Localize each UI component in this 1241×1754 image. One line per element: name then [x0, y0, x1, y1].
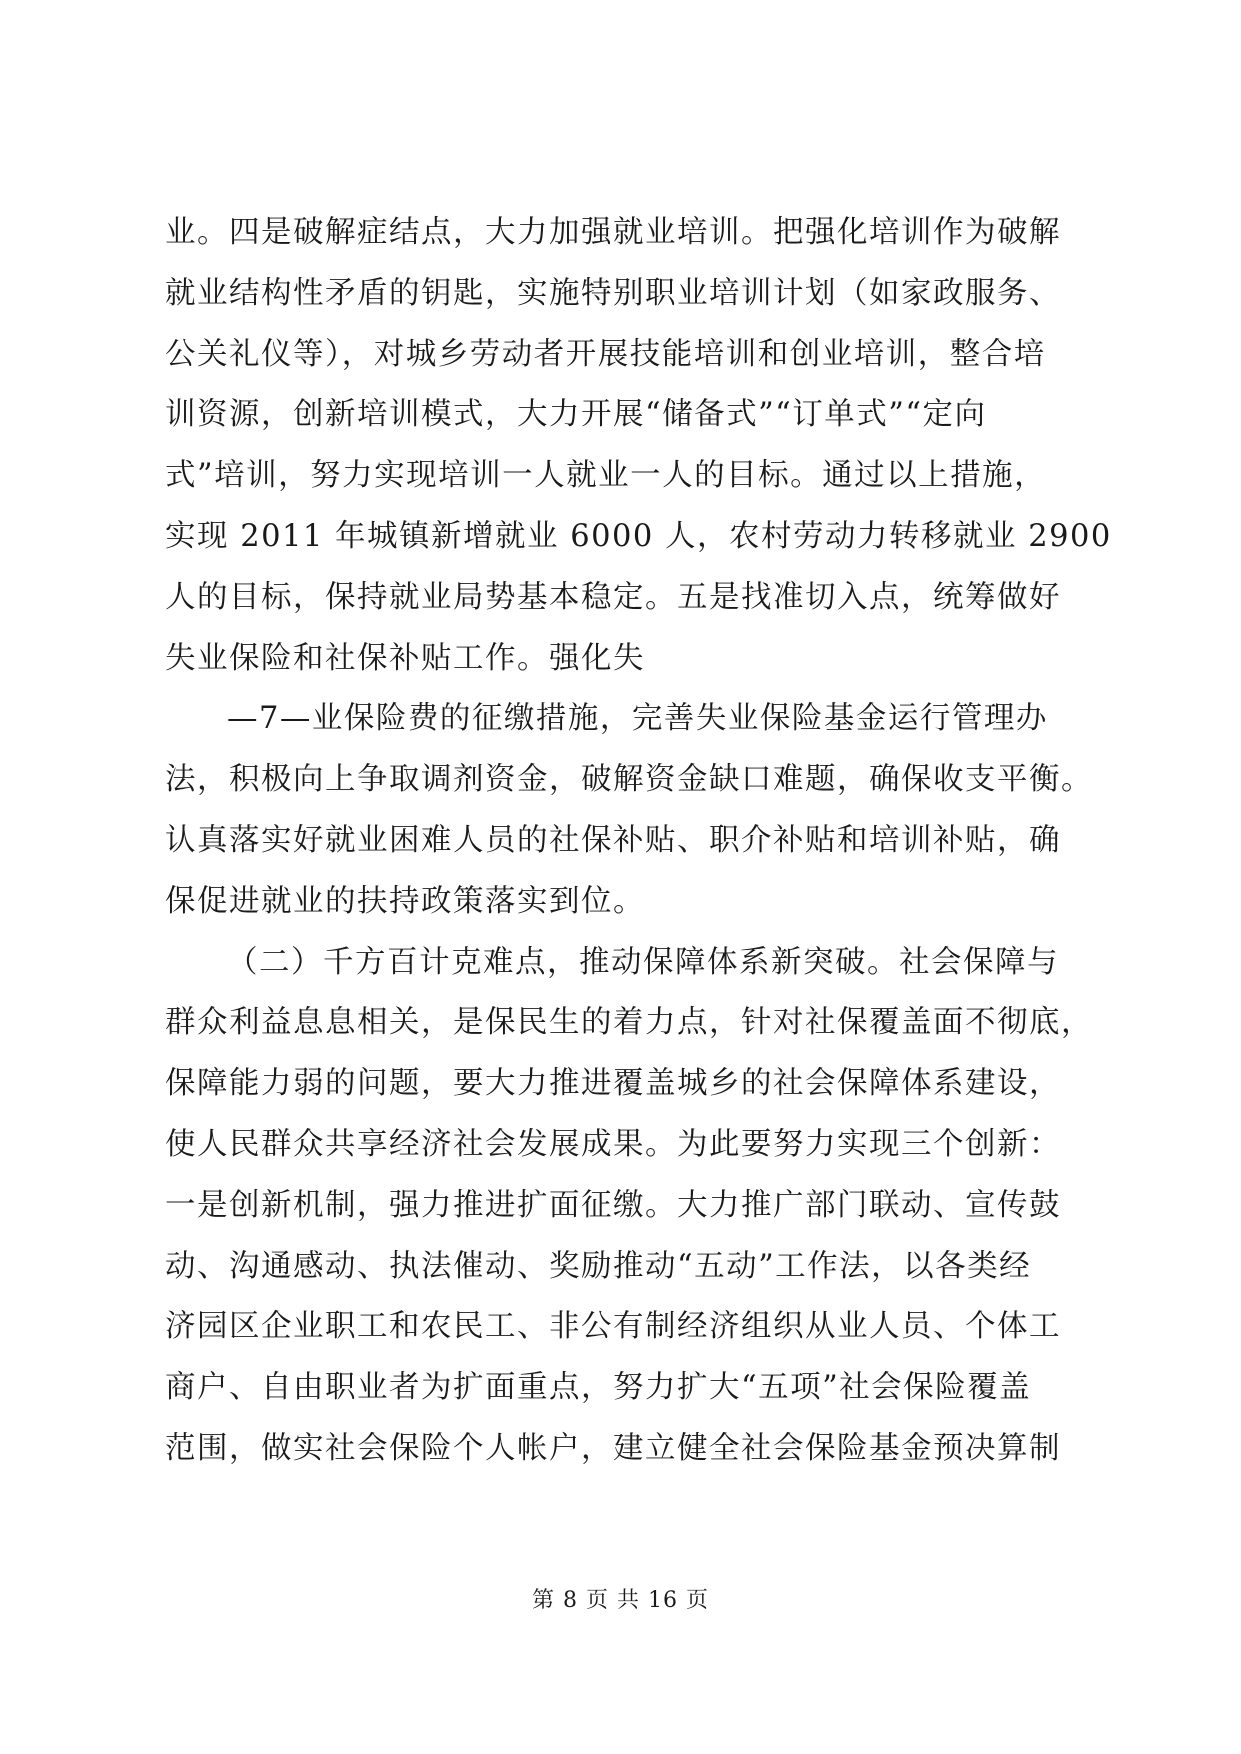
text-line: 公关礼仪等），对城乡劳动者开展技能培训和创业培训，整合培 [165, 336, 1046, 372]
text-line: （二）千方百计克难点，推动保障体系新突破。社会保障与 [227, 944, 1059, 980]
text-line: 训资源，创新培训模式，大力开展“储备式”“订单式”“定向 [165, 397, 987, 433]
text-line: 使人民群众共享经济社会发展成果。为此要努力实现三个创新： [165, 1126, 1061, 1162]
text-line: 一是创新机制，强力推进扩面征缴。大力推广部门联动、宣传鼓 [165, 1187, 1061, 1223]
text-line: 法，积极向上争取调剂资金，破解资金缺口难题，确保收支平衡。 [165, 762, 1093, 798]
text-line: 济园区企业职工和农民工、非公有制经济组织从业人员、个体工 [165, 1309, 1061, 1345]
text-line: 范围，做实社会保险个人帐户，建立健全社会保险基金预决算制 [165, 1430, 1061, 1466]
text-line: 人的目标，保持就业局势基本稳定。五是找准切入点，统筹做好 [165, 579, 1061, 615]
page-footer: 第 8 页 共 16 页 [532, 1588, 709, 1613]
text-line: 群众利益息息相关，是保民生的着力点，针对社保覆盖面不彻底， [165, 1005, 1093, 1041]
text-line: 就业结构性矛盾的钥匙，实施特别职业培训计划（如家政服务、 [165, 275, 1061, 311]
text-line: 商户、自由职业者为扩面重点，努力扩大“五项”社会保险覆盖 [165, 1370, 1032, 1406]
text-line: —7—业保险费的征缴措施，完善失业保险基金运行管理办 [227, 701, 1048, 737]
body-text [165, 203, 1112, 1480]
text-line: 式”培训，努力实现培训一人就业一人的目标。通过以上措施， [165, 458, 1047, 494]
text-line: 业。四是破解症结点，大力加强就业培训。把强化培训作为破解 [165, 215, 1061, 250]
text-line: 实现 2011 年城镇新增就业 6000 人，农村劳动力转移就业 2900 [165, 518, 1112, 554]
text-line: 认真落实好就业困难人员的社保补贴、职介补贴和培训补贴，确 [165, 822, 1061, 858]
text-line: 失业保险和社保补贴工作。强化失 [165, 640, 645, 676]
text-line: 保促进就业的扶持政策落实到位。 [165, 883, 645, 919]
text-line: 保障能力弱的问题，要大力推进覆盖城乡的社会保障体系建设， [165, 1066, 1061, 1102]
text-line: 动、沟通感动、执法催动、奖励推动“五动”工作法，以各类经 [165, 1248, 1032, 1284]
